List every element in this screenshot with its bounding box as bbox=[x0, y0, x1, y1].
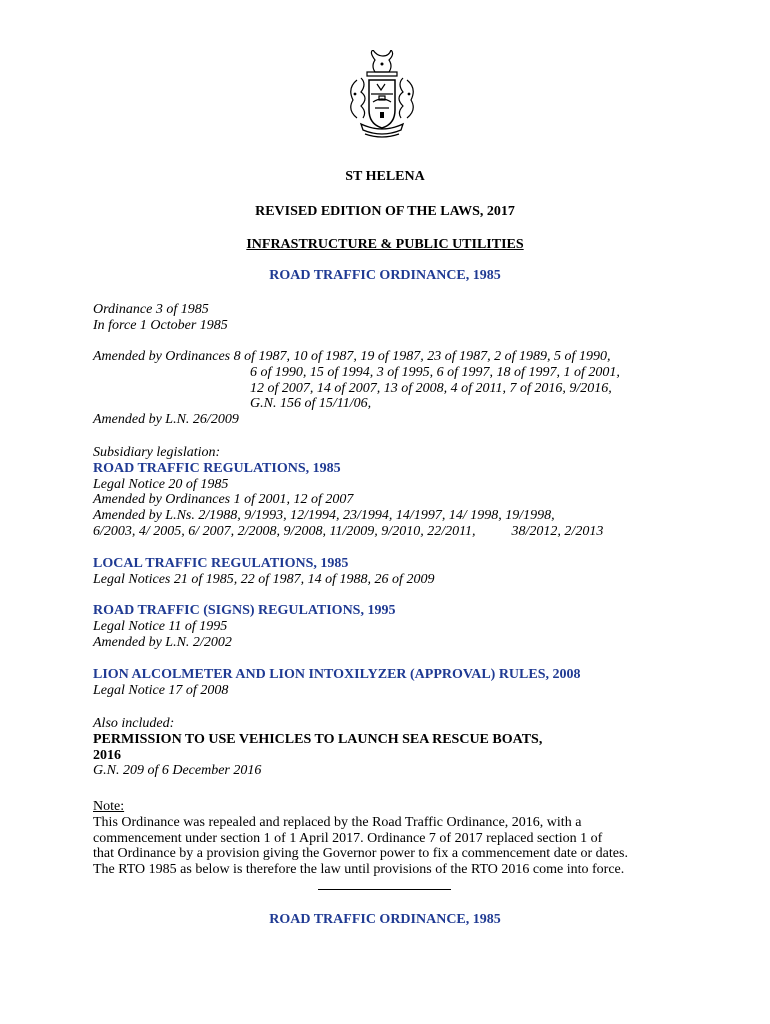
subsidiary-label: Subsidiary legislation: bbox=[93, 445, 221, 460]
note-line-3: that Ordinance by a provision giving the Governor power to fix a commencement date or dates. bbox=[93, 846, 628, 862]
amended-legal-notice: Amended by L.N. 26/2009 bbox=[93, 412, 239, 428]
signs-regulations-title: ROAD TRAFFIC (SIGNS) REGULATIONS, 1995 bbox=[93, 603, 396, 618]
lion-legal-notice: Legal Notice 17 of 2008 bbox=[93, 682, 229, 698]
amendments-block bbox=[93, 349, 733, 428]
signs-legal-notice: Legal Notice 11 of 1995 bbox=[93, 618, 228, 634]
footer-ordinance-title: ROAD TRAFFIC ORDINANCE, 1985 bbox=[269, 912, 501, 927]
lion-block bbox=[93, 667, 733, 699]
rtr-amended-notices-line-1: Amended by L.Ns. 2/1988, 9/1993, 12/1994, 23/1994, 14/1997, 14/ 1998, 19/1998, bbox=[93, 508, 555, 524]
rtr-amended-notices-line-2b: 38/2012, 2/2013 bbox=[511, 523, 604, 539]
ordinance-info bbox=[93, 302, 713, 334]
amended-ordinances-line-2: 6 of 1990, 15 of 1994, 3 of 1995, 6 of 1997, 18 of 1997, 1 of 2001, bbox=[250, 364, 620, 380]
category-title: INFRASTRUCTURE & PUBLIC UTILITIES bbox=[246, 237, 524, 252]
rtr-amended-notices-line-2 bbox=[93, 524, 733, 540]
note-label: Note: bbox=[93, 799, 125, 814]
coat-of-arms-icon bbox=[347, 50, 417, 142]
ltr-legal-notices: Legal Notices 21 of 1985, 22 of 1987, 14 of 1988, 26 of 2009 bbox=[93, 571, 435, 587]
amended-ordinances-line-1: Amended by Ordinances 8 of 1987, 10 of 1987, 19 of 1987, 23 of 1987, 2 of 1989, 5 of 1990, bbox=[93, 349, 611, 364]
rtr-legal-notice: Legal Notice 20 of 1985 bbox=[93, 476, 229, 492]
signs-amended: Amended by L.N. 2/2002 bbox=[93, 634, 232, 650]
rtr-amended-ordinances: Amended by Ordinances 1 of 2001, 12 of 2007 bbox=[93, 492, 354, 508]
in-force-date: In force 1 October 1985 bbox=[93, 317, 228, 333]
ordinance-number: Ordinance 3 of 1985 bbox=[93, 302, 209, 317]
note-line-4: The RTO 1985 as below is therefore the law until provisions of the RTO 2016 come into force. bbox=[93, 862, 625, 878]
country-title: ST HELENA bbox=[345, 169, 425, 184]
subsidiary-block bbox=[93, 445, 733, 540]
sea-rescue-notice: G.N. 209 of 6 December 2016 bbox=[93, 763, 262, 779]
also-included-label: Also included: bbox=[93, 716, 175, 731]
also-included-block bbox=[93, 716, 713, 779]
note-line-1: This Ordinance was repealed and replaced by the Road Traffic Ordinance, 2016, with a bbox=[93, 814, 582, 830]
divider-rule bbox=[318, 889, 451, 890]
edition-title: REVISED EDITION OF THE LAWS, 2017 bbox=[255, 204, 515, 219]
rtr-amended-notices-line-2a: 6/2003, 4/ 2005, 6/ 2007, 2/2008, 9/2008, 11/2009, 9/2010, 22/2011, bbox=[93, 523, 476, 539]
note-line-2: commencement under section 1 of 1 April 2017. Ordinance 7 of 2017 replaced section 1 of bbox=[93, 830, 603, 846]
sea-rescue-title-line-1: PERMISSION TO USE VEHICLES TO LAUNCH SEA RESCUE BOATS, bbox=[93, 731, 543, 747]
local-traffic-regulations-title: LOCAL TRAFFIC REGULATIONS, 1985 bbox=[93, 556, 349, 571]
road-traffic-regulations-title: ROAD TRAFFIC REGULATIONS, 1985 bbox=[93, 460, 341, 476]
ordinance-title: ROAD TRAFFIC ORDINANCE, 1985 bbox=[269, 268, 501, 283]
amended-ordinances-line-4: G.N. 156 of 15/11/06, bbox=[250, 396, 372, 412]
sea-rescue-title-line-2: 2016 bbox=[93, 747, 121, 763]
signs-block bbox=[93, 603, 713, 650]
local-traffic-block bbox=[93, 556, 713, 588]
note-block bbox=[93, 799, 733, 878]
lion-rules-title: LION ALCOLMETER AND LION INTOXILYZER (APPROVAL) RULES, 2008 bbox=[93, 667, 581, 682]
amended-ordinances-line-3: 12 of 2007, 14 of 2007, 13 of 2008, 4 of 2011, 7 of 2016, 9/2016, bbox=[250, 380, 612, 396]
